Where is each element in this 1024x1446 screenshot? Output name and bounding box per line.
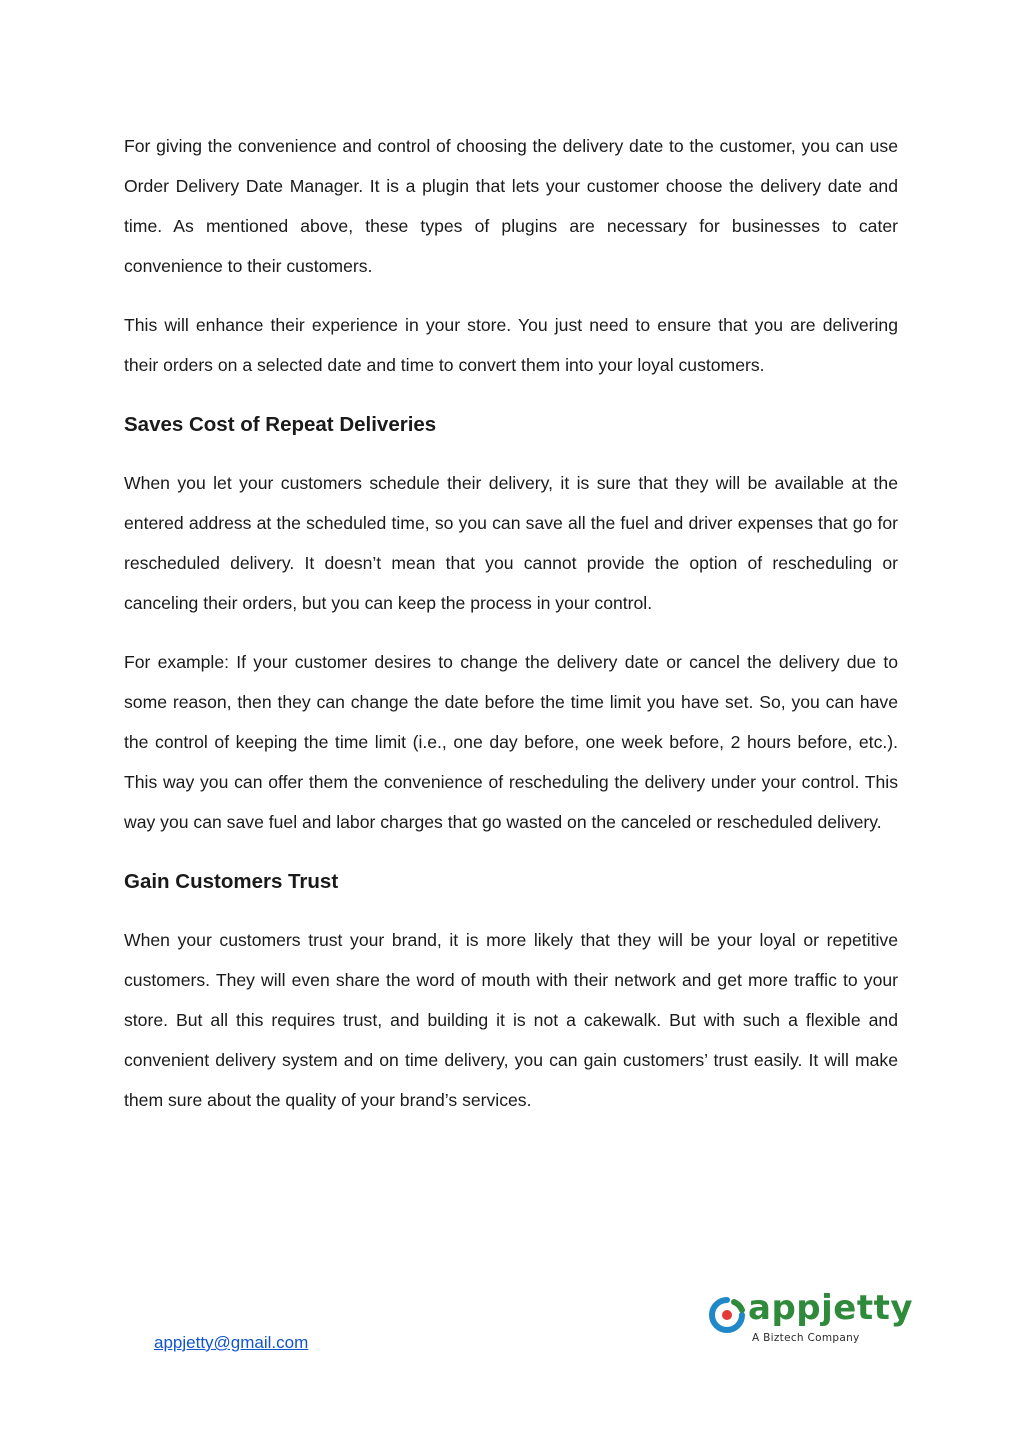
paragraph-2: This will enhance their experience in your store. You just need to ensure that you are delivering their orders on a selected date and time to convert them into your loyal customers.: [124, 315, 898, 375]
appjetty-mark-icon: [708, 1296, 746, 1334]
footer-email-link[interactable]: appjetty@gmail.com: [154, 1333, 309, 1352]
paragraph-5: When your customers trust your brand, it is more likely that they will be your loyal or repetitive customers. They will even share the word of mouth with their network and get more traffic to your store. But all this requires trust, and building it is not a cakewalk. But with such a flexible and convenient delivery system and on time delivery, you can gain customers’ trust easily. It will make them sure about the quality of your brand’s services.: [124, 930, 898, 1110]
document-body: [124, 126, 898, 1139]
paragraph-4: For example: If your customer desires to change the delivery date or cancel the delivery due to some reason, then they can change the date before the time limit you have set. So, you can have the control of keeping the time limit (i.e., one day before, one week before, 2 hours before, etc.). This way you can offer them the convenience of rescheduling the delivery under your control. This way you can save fuel and labor charges that go wasted on the canceled or rescheduled delivery.: [124, 652, 898, 832]
heading-saves-cost: Saves Cost of Repeat Deliveries: [124, 413, 437, 436]
heading-gain-trust: Gain Customers Trust: [124, 870, 339, 893]
logo-wordmark: appjetty: [748, 1288, 914, 1328]
appjetty-logo: [708, 1288, 914, 1348]
paragraph-1: For giving the convenience and control of choosing the delivery date to the customer, you can use Order Delivery Date Manager. It is a plugin that lets your customer choose the delivery date and time. As mentioned above, these types of plugins are necessary for businesses to cater convenience to their customers.: [124, 136, 898, 276]
logo-tagline: A Biztech Company: [752, 1332, 860, 1344]
paragraph-3: When you let your customers schedule their delivery, it is sure that they will be available at the entered address at the scheduled time, so you can save all the fuel and driver expenses that go for rescheduled delivery. It doesn’t mean that you cannot provide the option of rescheduling or canceling their orders, but you can keep the process in your control.: [124, 473, 898, 613]
